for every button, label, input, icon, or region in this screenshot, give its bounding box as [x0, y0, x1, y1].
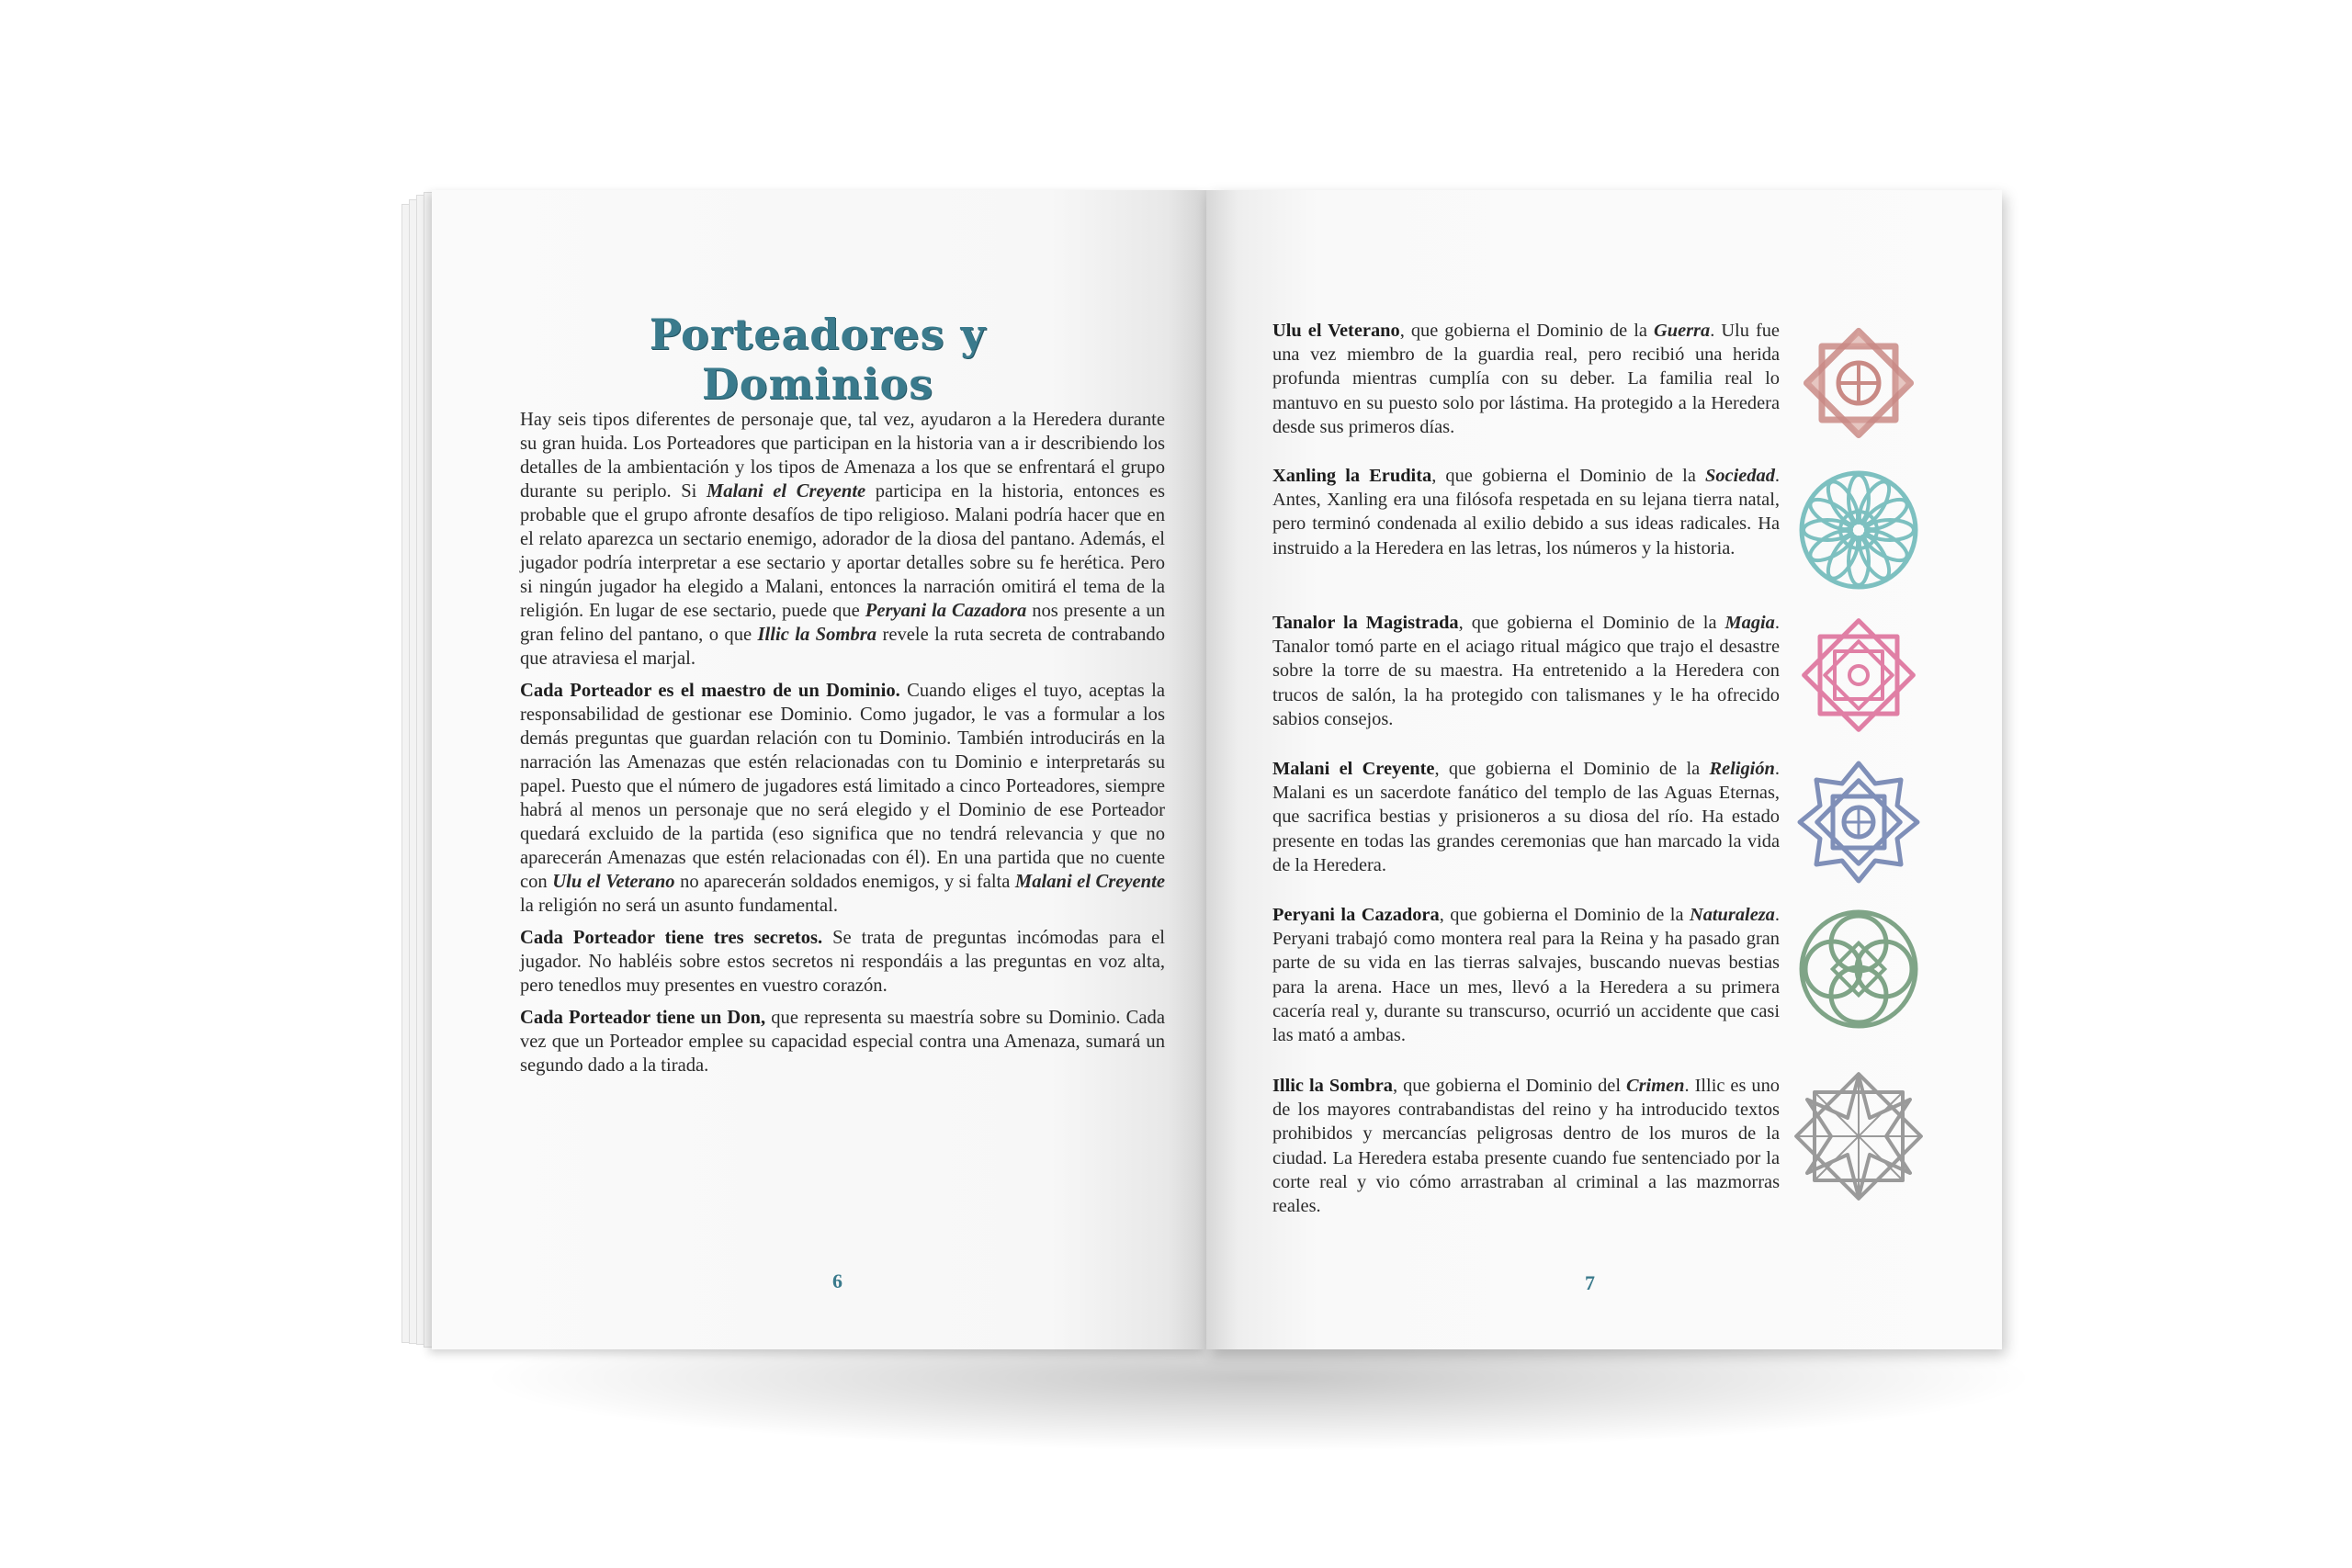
interlaced-star-icon: [1794, 611, 1923, 739]
porteador-name: Peryani la Cazadora: [1272, 905, 1440, 925]
text-run: participa en la historia, entonces es probable que el grupo afronte desafíos de tipo religioso. Malani podría hacer que en el relato aparezca un sectario enemigo, adorador de la diosa del pantano. Además, el jugador podría interpretar a ese sectario y aportar detalles sobre su fe herética. Pero si ningún jugador ha elegido a Malani, entonces la narración omitirá el tema de la religión. En lugar de ese sectario, puede que: [520, 481, 1165, 621]
porteador-entry-malani: [1272, 757, 1780, 877]
paragraph-lead: Cada Porteador tiene un Don,: [520, 1008, 766, 1028]
text-run: , que gobierna el Dominio de la: [1458, 613, 1725, 633]
domain-name: Guerra: [1654, 321, 1711, 341]
text-run: , que gobierna el Dominio del: [1392, 1076, 1627, 1096]
porteador-entry-tanalor: [1272, 611, 1780, 731]
text-run: , que gobierna el Dominio de la: [1434, 759, 1710, 779]
porteador-name: Xanling la Erudita: [1272, 466, 1432, 486]
porteador-entry-peryani: [1272, 903, 1780, 1047]
faceted-star-icon: [1794, 1072, 1923, 1201]
text-run: nos presente a un gran felino del pantano, o que: [520, 601, 1165, 645]
porteador-entry-xanling: [1272, 464, 1780, 560]
page-number-left: 6: [832, 1269, 842, 1292]
domain-name: Crimen: [1626, 1076, 1685, 1096]
porteador-name: Tanalor la Magistrada: [1272, 613, 1459, 633]
text-run: la religión no será un asunto fundamental.: [520, 896, 838, 916]
text-run: . Illic es uno de los mayores contrabandistas del reino y ha introducido textos prohibidos y mercancías peligrosas dentro de los muros de la ciudad. La Heredera estaba presente cuando fue sentenciado por la corte real y vio cómo arrastraban al criminal a las mazmorras reales.: [1272, 1076, 1780, 1217]
character-name: Malani el Creyente: [706, 481, 866, 502]
porteador-name: Illic la Sombra: [1272, 1076, 1393, 1096]
text-run: que representa su maestría sobre su Dominio. Cada vez que un Porteador emplee su capacidad especial contra una Amenaza, sumará un segundo dado a la tirada.: [520, 1008, 1165, 1076]
text-run: , que gobierna el Dominio de la: [1399, 321, 1654, 341]
text-run: . Tanalor tomó parte en el aciago ritual mágico que trajo el desastre sobre la torre de su maestra. Ha entretenido a la Heredera con trucos de salón, la ha protegido con talismanes y le ha ofrecido sabios consejos.: [1272, 613, 1780, 729]
paragraph-lead: Cada Porteador es el maestro de un Dominio.: [520, 681, 900, 701]
domain-name: Magia: [1724, 613, 1775, 633]
text-run: revele la ruta secreta de contrabando que atraviesa el marjal.: [520, 625, 1165, 669]
left-page: [432, 190, 1206, 1349]
text-run: . Malani es un sacerdote fanático del templo de las Aguas Eternas, que sacrifica bestias y prisioneros a su diosa del río. Ha estado presente en todas las grandes ceremonias que han marcado la vida de la Heredera.: [1272, 759, 1780, 875]
porteador-entry-illic: [1272, 1074, 1780, 1218]
paragraph-intro: [520, 408, 1165, 671]
text-run: no aparecerán soldados enemigos, y si falta: [674, 872, 1015, 892]
page-number-right: 7: [1585, 1271, 1595, 1294]
domain-name: Religión: [1709, 759, 1775, 779]
text-run: . Peryani trabajó como montera real para la Reina y ha pasado gran parte de su vida en las tierras salvajes, buscando nuevas bestias para la arena. Hace un mes, llevó a la Heredera a su primera cacería real y, durante su transcurso, ocurrió un accidente que casi las mató a ambas.: [1272, 905, 1780, 1046]
porteador-name: Ulu el Veterano: [1272, 321, 1400, 341]
paragraph-don: [520, 1006, 1165, 1077]
porteador-entry-ulu: [1272, 319, 1780, 439]
domain-name: Sociedad: [1705, 466, 1775, 486]
text-run: . Antes, Xanling era una filósofa respetada en su lejana tierra natal, pero terminó condenada al exilio debido a sus ideas radicales. Ha instruido a la Heredera en las letras, los números y la historia.: [1272, 466, 1780, 558]
paragraph-secretos: [520, 926, 1165, 998]
knotwork-medallion-icon: [1794, 758, 1923, 886]
character-name: Ulu el Veterano: [552, 872, 675, 892]
domain-name: Naturaleza: [1689, 905, 1775, 925]
text-run: . Ulu fue una vez miembro de la guardia real, pero recibió una herida profunda mientras cumplía con su deber. La familia real lo mantuvo en su puesto solo por lástima. Ha protegido a la Heredera desde sus primeros días.: [1272, 321, 1780, 437]
porteador-name: Malani el Creyente: [1272, 759, 1435, 779]
text-run: , que gobierna el Dominio de la: [1439, 905, 1690, 925]
eight-point-star-rosette-icon: [1794, 319, 1923, 447]
floral-circle-rosette-icon: [1794, 466, 1923, 594]
text-run: Se trata de preguntas incómodas para el jugador. No habléis sobre estos secretos ni respondáis a las preguntas en voz alta, pero tenedlos muy presentes en vuestro corazón.: [520, 928, 1165, 996]
character-name: Malani el Creyente: [1014, 872, 1166, 892]
left-body-text: [520, 408, 1165, 1086]
text-run: Hay seis tipos diferentes de personaje que, tal vez, ayudaron a la Heredera durante su gran huida. Los Porteadores que participan en la historia van a ir describiendo los detalles de la ambientación y los tipos de Amenaza a los que se enfrentará el grupo durante su periplo. Si: [520, 410, 1165, 502]
paragraph-dominio: [520, 679, 1165, 918]
character-name: Illic la Sombra: [757, 625, 877, 645]
circle-knot-icon: [1794, 905, 1923, 1033]
paragraph-lead: Cada Porteador tiene tres secretos.: [520, 928, 823, 948]
right-page: [1206, 190, 2002, 1349]
page-title: Porteadores y Dominios: [649, 310, 987, 409]
character-name: Peryani la Cazadora: [865, 601, 1027, 621]
text-run: , que gobierna el Dominio de la: [1431, 466, 1705, 486]
text-run: Cuando eliges el tuyo, aceptas la responsabilidad de gestionar ese Dominio. Como jugador, le vas a formular a los demás preguntas que guardan relación con tu Dominio. También introducirás en la narración las Amenazas que estén relacionadas con tu Dominio e interpretarás su papel. Puesto que el número de jugadores está limitado a cinco Porteadores, siempre habrá al menos un personaje que no será elegido y el Dominio de ese Porteador quedará excluido de la partida (eso significa que no tendrá relevancia y que no aparecerán Amenazas que estén relacionadas con él). En una partida que no cuente con: [520, 681, 1165, 892]
